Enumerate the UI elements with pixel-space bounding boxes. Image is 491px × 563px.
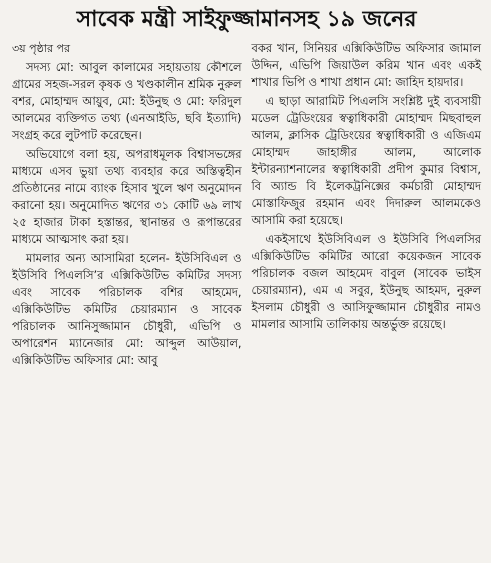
headline: সাবেক মন্ত্রী সাইফুজ্জামানসহ ১৯ জনের [76, 7, 417, 32]
left-column [12, 40, 242, 371]
paragraph-4: বকর খান, সিনিয়র এক্সিকিউটিভ অফিসার জামাল উদ্দিন, এভিপি জিয়াউল করিম খান এবং একই শাখার ভিপি ও শাখা প্রধান মো: জাহিদ হায়দার। [251, 41, 481, 89]
right-column [252, 40, 482, 371]
article-body [12, 40, 481, 371]
paragraph-1: সদস্য মো: আবুল কালামের সহায়তায় কৌশলে গ্রামের সহজ-সরল কৃষক ও খণ্ডকালীন শ্রমিক নুরুল বশর, মোহাম্মদ আয়ুব, মো: ইউনুছ ও মো: ফরিদুল আলমের ব্যক্তিগত তথ্য (এনআইডি, ছবি ইত্যাদি) সংগ্রহ করে লুটপাট করেছেন। [12, 60, 242, 142]
paragraph-3: মামলার অন্য আসামিরা হলেন- ইউসিবিএল ও ইউসিবি পিএলসি’র এক্সিকিউটিভ কমিটির সদস্য এবং সাবেক পরিচালক বশির আহমেদ, এক্সিকিউটিভ কমিটির চেয়ারম্যান ও সাবেক পরিচালক আনিসুজ্জামান চৌধুরী, এভিপি ও অপারেশন ম্যানেজার মো: আব্দুল আউয়াল, এক্সিকিউটিভ অফিসার মো: আবু [12, 251, 242, 367]
continued-from-label: ৩য় পৃষ্ঠার পর [12, 42, 71, 55]
paragraph-6: একইসাথে ইউসিবিএল ও ইউসিবি পিএলসির এক্সিকিউটিভ কমিটির আরো কয়েকজন সাবেক পরিচালক বজল আহমেদ বাবুল (সাবেক ভাইস চেয়ারম্যান), এম এ সবুর, ইউনুছ আহমদ, নুরুল ইসলাম চৌধুরী ও আসিফুজ্জামান চৌধুরীর নামও মামলার আসামি তালিকায় অন্তর্ভুক্ত রয়েছে। [251, 232, 481, 331]
paragraph-2: অভিযোগে বলা হয়, অপরাধমূলক বিশ্বাসভঙ্গের মাধ্যমে এসব ভুয়া তথ্য ব্যবহার করে অস্তিত্বহীন প্রতিষ্ঠানের নামে ব্যাংক হিসাব খুলে ঋণ অনুমোদন করানো হয়। অনুমোদিত ঋণের ৩১ কোটি ৬৯ লাখ ২৫ হাজার টাকা হস্তান্তর, স্থানান্তর ও রূপান্তরের মাধ্যমে আত্মসাৎ করা হয়। [12, 147, 242, 246]
paragraph-5: এ ছাড়া আরামিট পিএলসি সংশ্লিষ্ট দুই ব্যবসায়ী মডেল ট্রেডিংয়ের স্বত্বাধিকারী মোহাম্মদ মিছবাহুল আলম, ক্লাসিক ট্রেডিংয়ের স্বত্বাধিকারী ও এজিএম মোহাম্মদ জাহাঙ্গীর আলম, আলোক ইন্টারন্যাশনালের স্বত্বাধিকারী প্রদীপ কুমার বিশ্বাস, বি অ্যান্ড বি ইলেকট্রনিক্সের কর্মচারী মোহাম্মদ মোস্তাফিজুর রহমান এবং দিদারুল আলমকেও আসামি করা হয়েছে। [251, 94, 481, 227]
